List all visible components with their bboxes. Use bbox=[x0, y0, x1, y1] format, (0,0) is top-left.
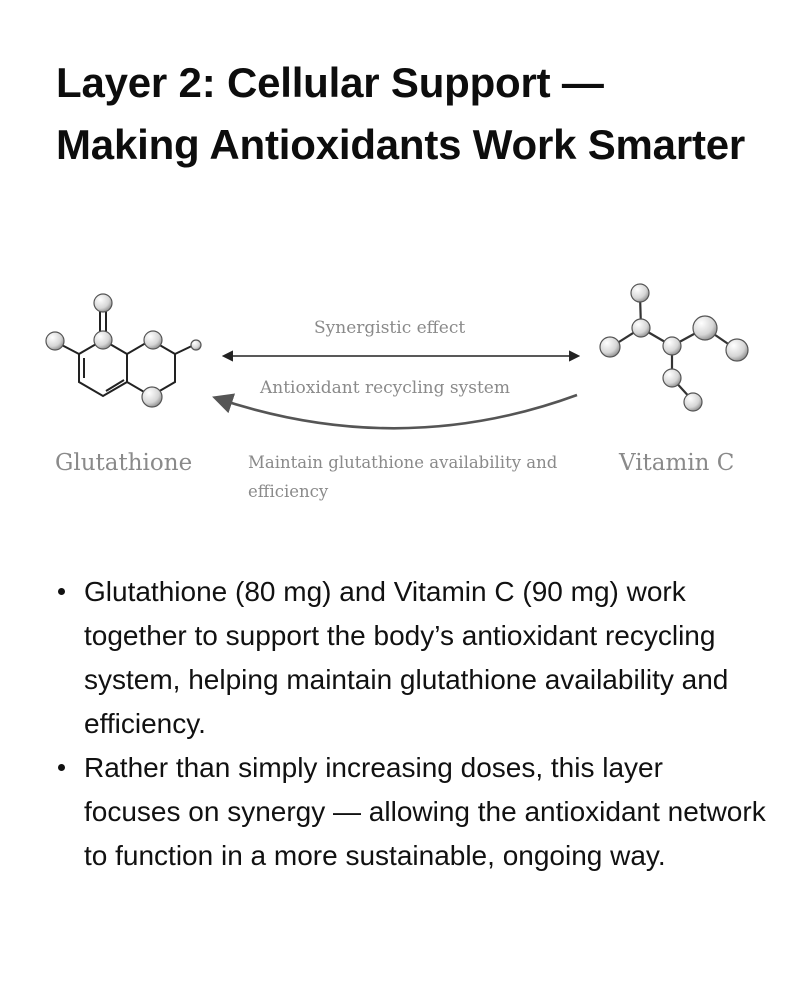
right-molecule-label: Vitamin C bbox=[619, 450, 735, 476]
list-item bbox=[56, 570, 766, 746]
bullet-list bbox=[56, 570, 766, 878]
diagram-note: Maintain glutathione availability and efficiency bbox=[248, 453, 558, 501]
left-molecule-label: Glutathione bbox=[55, 450, 193, 476]
synergy-diagram bbox=[0, 270, 800, 520]
recycling-curved-arrow bbox=[216, 395, 577, 428]
page-title: Layer 2: Cellular Support — Making Antioxidants Work Smarter bbox=[56, 59, 746, 168]
bullet-text: Rather than simply increasing doses, this layer focuses on synergy — allowing the antioxidant network to function in a more sustainable, ongoing way. bbox=[84, 752, 766, 871]
bullet-dot bbox=[58, 588, 65, 595]
bottom-arrow-label: Antioxidant recycling system bbox=[260, 378, 510, 398]
bullet-dot bbox=[58, 764, 65, 771]
glutathione-molecule-icon bbox=[46, 294, 201, 407]
vitamin-c-molecule-icon bbox=[600, 284, 748, 411]
list-item bbox=[56, 746, 766, 878]
bullet-text: Glutathione (80 mg) and Vitamin C (90 mg) work together to support the body’s antioxidant recycling system, helping maintain glutathione availability and efficiency. bbox=[84, 576, 729, 739]
top-arrow-label: Synergistic effect bbox=[314, 318, 466, 338]
